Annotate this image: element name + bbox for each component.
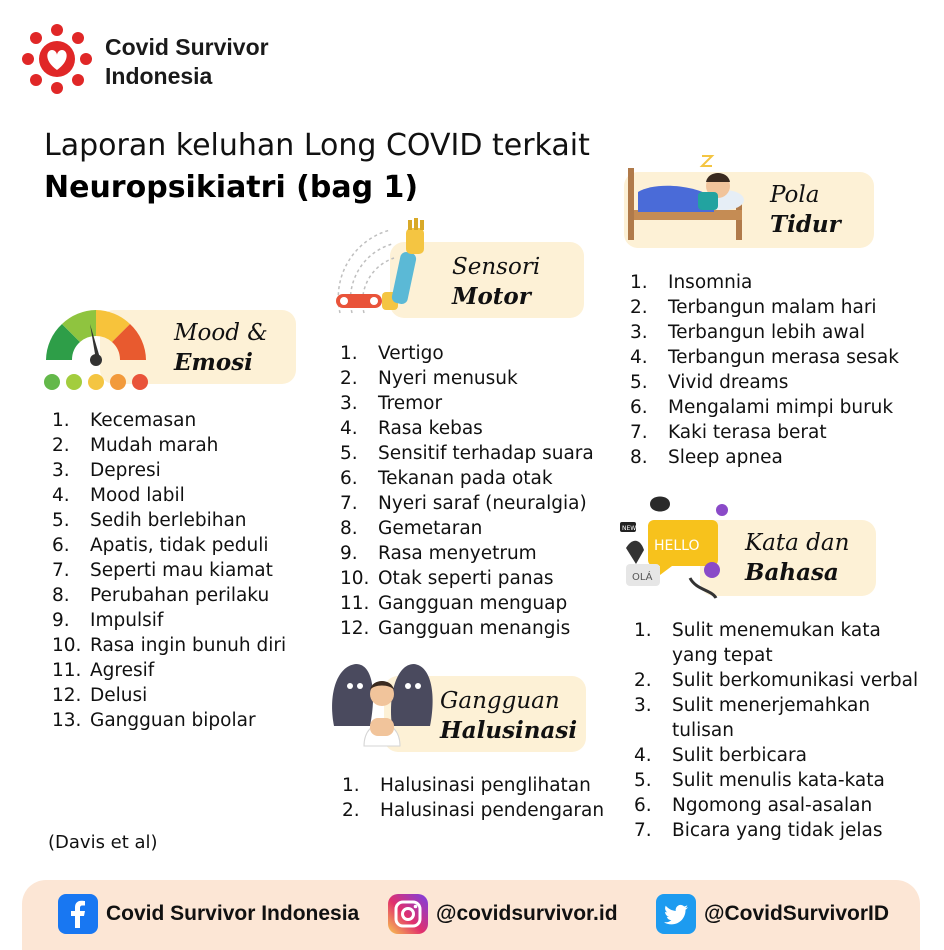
list-item: 6. Ngomong asal-asalan xyxy=(634,795,873,816)
list-item: 11. Agresif xyxy=(52,660,155,681)
list-item: 9. Impulsif xyxy=(52,610,164,631)
tidur-header-label: Pola Tidur xyxy=(770,182,841,238)
mood-header-label: Mood & Emosi xyxy=(174,320,268,376)
list-item: 8. Sleep apnea xyxy=(630,447,783,468)
list-item: 6. Apatis, tidak peduli xyxy=(52,535,269,556)
instagram-label: @covidsurvivor.id xyxy=(436,902,618,925)
list-item: 5. Sensitif terhadap suara xyxy=(340,443,594,464)
hello-speech-bubbles-icon xyxy=(616,494,734,602)
list-item: 4. Sulit berbicara xyxy=(634,745,807,766)
list-item: 6. Mengalami mimpi buruk xyxy=(630,397,894,418)
list-item: 5. Sedih berlebihan xyxy=(52,510,247,531)
facebook-icon xyxy=(58,894,98,934)
list-item: 5. Vivid dreams xyxy=(630,372,789,393)
page-title: Laporan keluhan Long COVID terkait xyxy=(44,128,590,163)
list-item: 2. Halusinasi pendengaran xyxy=(342,800,605,821)
list-item: 1. Insomnia xyxy=(630,272,753,293)
list-item: 7. Nyeri saraf (neuralgia) xyxy=(340,493,587,514)
mood-meter-icon xyxy=(40,304,152,394)
list-item: 3. Depresi xyxy=(52,460,161,481)
citation: (Davis et al) xyxy=(48,832,158,853)
list-item: 6. Tekanan pada otak xyxy=(340,468,553,489)
list-item: 2. Nyeri menusuk xyxy=(340,368,518,389)
halusinasi-header-label: Gangguan Halusinasi xyxy=(440,688,578,744)
mood-list xyxy=(52,408,286,733)
twitter-link[interactable] xyxy=(656,892,889,936)
list-item: 2. Sulit berkomunikasi verbal xyxy=(634,670,919,691)
list-item: 7. Kaki terasa berat xyxy=(630,422,827,443)
twitter-label: @CovidSurvivorID xyxy=(704,902,890,925)
instagram-icon xyxy=(388,894,428,934)
list-item: 9. Rasa menyetrum xyxy=(340,543,537,564)
list-item: 4. Rasa kebas xyxy=(340,418,483,439)
facebook-link[interactable] xyxy=(58,892,359,936)
scared-person-ghosts-icon xyxy=(326,656,436,752)
list-item: 1. Kecemasan xyxy=(52,410,197,431)
list-item: 3. Tremor xyxy=(340,393,443,414)
list-item: 11. Gangguan menguap xyxy=(340,593,568,614)
list-item: 3. Sulit menerjemahkan tulisan xyxy=(634,695,871,741)
list-item: 5. Sulit menulis kata-kata xyxy=(634,770,885,791)
list-item: 1. Vertigo xyxy=(340,343,444,364)
list-item: 7. Seperti mau kiamat xyxy=(52,560,273,581)
list-item: 4. Terbangun merasa sesak xyxy=(630,347,899,368)
list-item: 7. Bicara yang tidak jelas xyxy=(634,820,883,841)
list-item: 2. Terbangun malam hari xyxy=(630,297,877,318)
halusinasi-list xyxy=(342,773,604,823)
list-item: 1. Sulit menemukan kata yang tepat xyxy=(634,620,881,666)
facebook-label: Covid Survivor Indonesia xyxy=(106,902,360,925)
brand-name: Covid Survivor Indonesia xyxy=(105,34,269,89)
list-item: 1. Halusinasi penglihatan xyxy=(342,775,591,796)
tidur-list xyxy=(630,270,899,470)
instagram-link[interactable] xyxy=(388,892,618,936)
sensori-list xyxy=(340,341,594,641)
list-item: 2. Mudah marah xyxy=(52,435,219,456)
list-item: 10. Otak seperti panas xyxy=(340,568,554,589)
hello-bubble-text: HELLO xyxy=(654,538,700,554)
list-item: 10. Rasa ingin bunuh diri xyxy=(52,635,287,656)
new-bubble-text: NEW xyxy=(622,525,637,532)
ola-bubble-text: OLÁ xyxy=(632,572,653,583)
twitter-icon xyxy=(656,894,696,934)
list-item: 13. Gangguan bipolar xyxy=(52,710,256,731)
list-item: 12. Gangguan menangis xyxy=(340,618,571,639)
sensori-header-label: Sensori Motor xyxy=(452,254,541,310)
page-subtitle: Neuropsikiatri (bag 1) xyxy=(44,170,419,205)
bahasa-list xyxy=(634,618,918,843)
list-item: 4. Mood labil xyxy=(52,485,185,506)
list-item: 8. Perubahan perilaku xyxy=(52,585,270,606)
list-item: 12. Delusi xyxy=(52,685,148,706)
list-item: 3. Terbangun lebih awal xyxy=(630,322,865,343)
bahasa-header-label: Kata dan Bahasa xyxy=(745,530,850,586)
robotic-arm-icon xyxy=(330,218,440,318)
heart-sun-icon xyxy=(22,24,92,94)
list-item: 8. Gemetaran xyxy=(340,518,483,539)
sleeping-bed-icon xyxy=(624,152,754,242)
